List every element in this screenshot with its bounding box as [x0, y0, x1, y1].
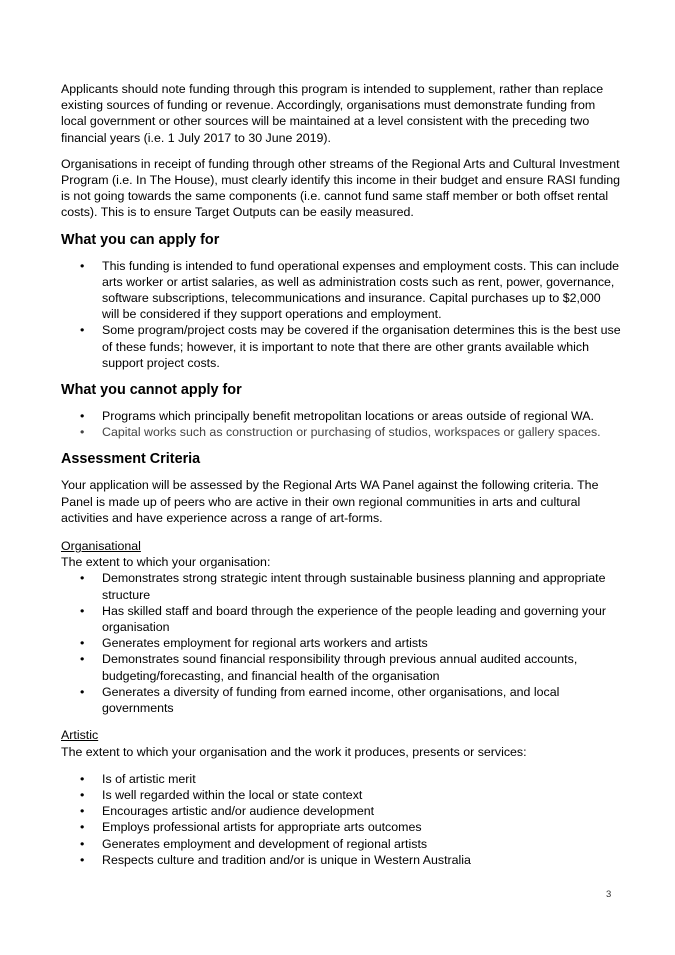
- list-item: • Encourages artistic and/or audience development: [61, 803, 621, 819]
- subheading-organisational: Organisational: [61, 539, 141, 554]
- list-item: • Has skilled staff and board through the experience of the people leading and governing your organisation: [61, 603, 621, 635]
- heading-what-you-cannot-apply-for: What you cannot apply for: [61, 382, 242, 399]
- can-apply-list: [61, 258, 621, 371]
- list-item: • Generates a diversity of funding from earned income, other organisations, and local governments: [61, 684, 621, 716]
- heading-what-you-can-apply-for: What you can apply for: [61, 231, 220, 248]
- list-item: • Employs professional artists for appropriate arts outcomes: [61, 819, 621, 835]
- list-item: • Generates employment for regional arts workers and artists: [61, 635, 621, 651]
- list-item: • Is of artistic merit: [61, 771, 621, 787]
- page-number: 3: [606, 889, 612, 900]
- list-item: • Some program/project costs may be covered if the organisation determines this is the best use of these funds; however, it is important to note that there are other grants available which support project costs.: [61, 322, 621, 371]
- list-item: • This funding is intended to fund operational expenses and employment costs. This can include arts worker or artist salaries, as well as administration costs such as rent, power, governance, software subscriptions, telecommunications and insurance. Capital purchases up to $2,000 will be considered if they support operations and employment.: [61, 258, 621, 323]
- paragraph-other-streams: Organisations in receipt of funding through other streams of the Regional Arts and Cultural Investment Program (i.e. In The House), must clearly identify this income in their budget and ensure RASI funding is not going towards the same components (i.e. cannot fund same staff member or both offset rental costs). This is to ensure Target Outputs can be easily measured.: [61, 156, 621, 220]
- artistic-criteria-list: [61, 771, 621, 868]
- document-body: [61, 81, 621, 878]
- heading-assessment-criteria: Assessment Criteria: [61, 451, 201, 468]
- list-item: • Demonstrates strong strategic intent through sustainable business planning and appropriate structure: [61, 570, 621, 602]
- list-item: • Respects culture and tradition and/or is unique in Western Australia: [61, 852, 621, 868]
- list-item: • Generates employment and development of regional artists: [61, 836, 621, 852]
- organisational-lead: The extent to which your organisation:: [61, 555, 271, 570]
- list-item: • Is well regarded within the local or state context: [61, 787, 621, 803]
- paragraph-assessment-intro: Your application will be assessed by the Regional Arts WA Panel against the following criteria. The Panel is made up of peers who are active in their own regional communities in arts and cultural activities and have experience across a range of art-forms.: [61, 478, 599, 525]
- cannot-apply-list: [61, 408, 621, 440]
- list-item: • Demonstrates sound financial responsibility through previous annual audited accounts, budgeting/forecasting, and financial health of the organisation: [61, 651, 621, 683]
- paragraph-funding-supplement: Applicants should note funding through this program is intended to supplement, rather than replace existing sources of funding or revenue. Accordingly, organisations must demonstrate funding from local government or other sources will be maintained at a level consistent with the preceding two financial years (i.e. 1 July 2017 to 30 June 2019).: [61, 82, 604, 145]
- artistic-lead: The extent to which your organisation and the work it produces, presents or services:: [61, 744, 527, 759]
- subheading-artistic: Artistic: [61, 728, 99, 743]
- list-item: • Capital works such as construction or purchasing of studios, workspaces or gallery spaces.: [61, 424, 621, 440]
- list-item: • Programs which principally benefit metropolitan locations or areas outside of regional WA.: [61, 408, 621, 424]
- organisational-criteria-list: [61, 570, 621, 716]
